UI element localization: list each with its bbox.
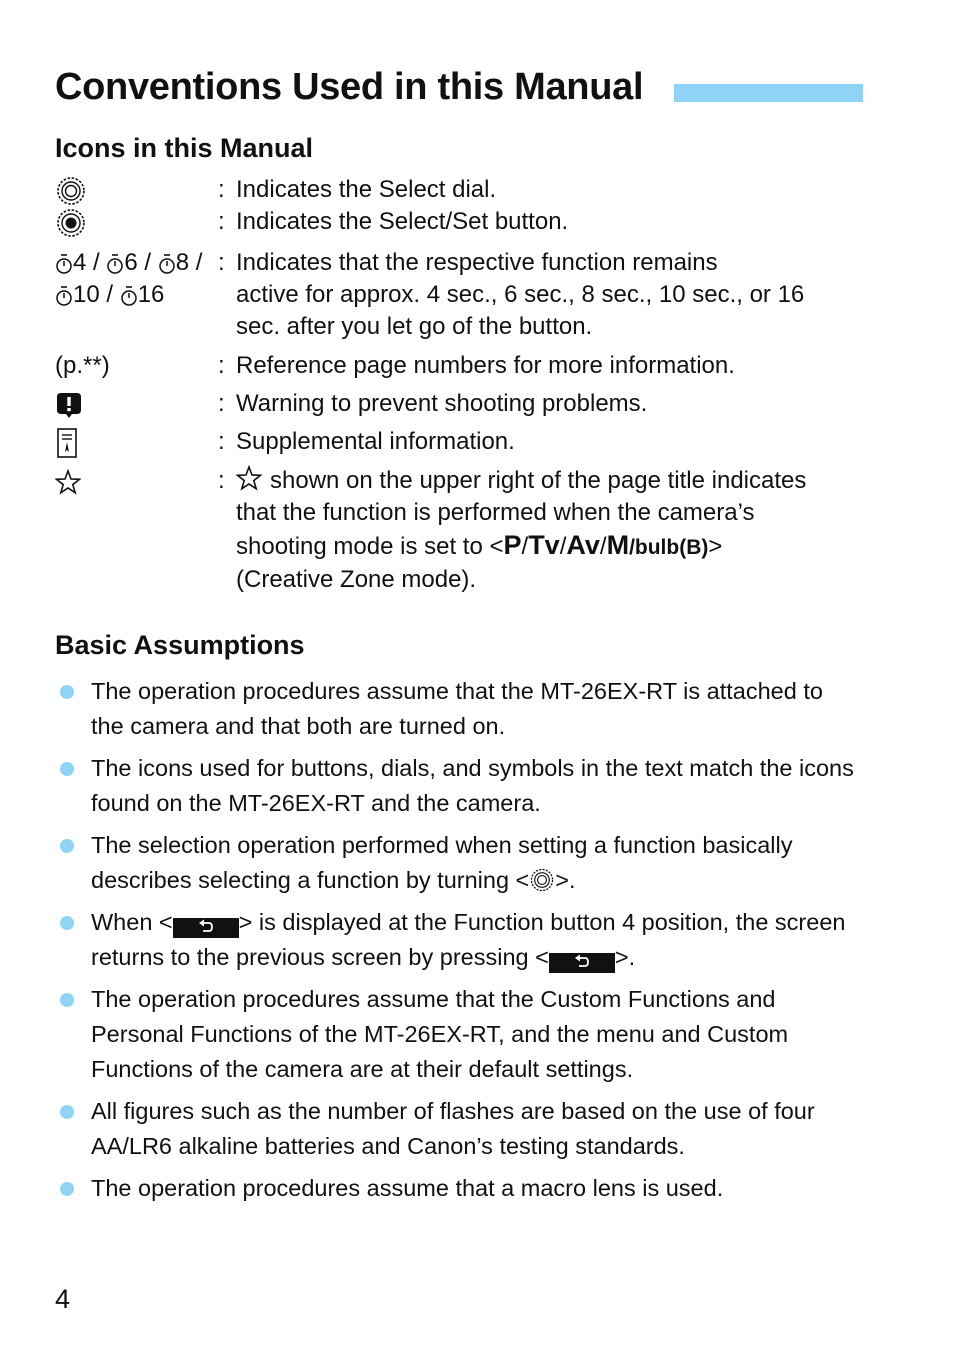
title-accent-bar (674, 84, 863, 102)
select-dial-icon (55, 175, 87, 207)
colon: : (218, 208, 225, 235)
colon: : (218, 249, 225, 276)
desc-line: Indicates that the respective function remains (236, 249, 718, 276)
item-line (91, 863, 875, 898)
item-line: the camera and that both are turned on. (91, 713, 506, 739)
item-line: Functions of the camera are at their default settings. (91, 1056, 634, 1082)
icons-heading: Icons in this Manual (55, 133, 314, 163)
desc-line: (Creative Zone mode). (236, 566, 477, 593)
mode-tv: Tv (528, 530, 560, 560)
list-item (55, 828, 875, 898)
desc-line: Supplemental information. (236, 428, 515, 455)
bullet-dot (60, 839, 74, 853)
page-ref-label: (p.**) (55, 352, 110, 379)
back-arrow-icon (549, 953, 615, 973)
item-line-part: describes selecting a function by turning < (91, 867, 530, 893)
item-line (91, 940, 875, 975)
timer-icon (106, 247, 124, 279)
item-line: The operation procedures assume that a macro lens is used. (91, 1175, 724, 1201)
timer-16-label: 16 (137, 281, 165, 308)
warning-icon (55, 390, 83, 420)
list-item (55, 1171, 875, 1206)
desc-line: sec. after you let go of the button. (236, 313, 593, 340)
desc-line: shooting mode is set to < (236, 533, 504, 560)
item-line: The operation procedures assume that the MT-26EX-RT is attached to (91, 678, 823, 704)
page-title: Conventions Used in this Manual (55, 66, 644, 108)
mode-m: M (606, 530, 630, 560)
mode-p: P (503, 530, 522, 560)
desc-line: Indicates the Select dial. (236, 176, 497, 203)
colon: : (218, 176, 225, 203)
item-line-part: >. (614, 944, 636, 970)
item-line-part: > is displayed at the Function button 4 position, the screen (238, 909, 846, 935)
bullet-dot (60, 685, 74, 699)
item-line-part: >. (555, 867, 576, 893)
item-line: The operation procedures assume that the Custom Functions and (91, 986, 776, 1012)
timer-icon (55, 247, 73, 279)
mode-sep: / (559, 533, 567, 560)
colon: : (218, 467, 225, 494)
timer-4-label: 4 / (73, 249, 100, 276)
list-item (55, 674, 875, 744)
timer-8-label: 8 / (175, 249, 203, 276)
desc-line: shown on the upper right of the page title indicates (270, 467, 807, 494)
colon: : (218, 390, 225, 417)
list-item (55, 982, 875, 1087)
desc-line: Reference page numbers for more information. (236, 352, 735, 379)
list-item (55, 751, 875, 821)
desc-line: Indicates the Select/Set button. (236, 208, 569, 235)
list-item (55, 905, 875, 975)
timer-icon (120, 279, 138, 311)
assumptions-heading: Basic Assumptions (55, 630, 305, 660)
mode-close: > (708, 533, 723, 560)
list-item (55, 1094, 875, 1164)
star-icon (55, 469, 81, 495)
colon: : (218, 352, 225, 379)
select-dial-icon (529, 867, 555, 893)
item-line-part: When < (91, 909, 173, 935)
item-line: The selection operation performed when setting a function basically (91, 832, 793, 858)
page-number: 4 (55, 1284, 71, 1314)
bullet-dot (60, 1105, 74, 1119)
timer-icon (158, 247, 176, 279)
timer-6-label: 6 / (124, 249, 152, 276)
item-line: All figures such as the number of flashes are based on the use of four (91, 1098, 815, 1124)
item-line (91, 905, 875, 940)
desc-line: that the function is performed when the camera’s (236, 499, 755, 526)
mode-sep: / (599, 533, 607, 560)
desc-line: Warning to prevent shooting problems. (236, 390, 648, 417)
select-set-button-icon (55, 207, 87, 239)
back-arrow-icon (173, 918, 239, 938)
desc-line: active for approx. 4 sec., 6 sec., 8 sec., 10 sec., or 16 (236, 281, 805, 308)
star-icon (236, 465, 262, 491)
timer-10-label: 10 / (73, 281, 114, 308)
bullet-dot (60, 916, 74, 930)
assumptions-list (55, 674, 875, 1213)
timer-icons (55, 247, 215, 311)
note-icon (55, 427, 81, 459)
timer-icon (55, 279, 73, 311)
item-line: Personal Functions of the MT-26EX-RT, and the menu and Custom (91, 1021, 789, 1047)
colon: : (218, 428, 225, 455)
mode-bulb: /bulb(B) (629, 536, 709, 559)
mode-sep: / (521, 533, 529, 560)
bullet-dot (60, 762, 74, 776)
item-line: The icons used for buttons, dials, and symbols in the text match the icons (91, 755, 854, 781)
mode-av: Av (566, 530, 600, 560)
mode-line (236, 529, 861, 564)
bullet-dot (60, 993, 74, 1007)
item-line: AA/LR6 alkaline batteries and Canon’s testing standards. (91, 1133, 685, 1159)
item-line-part: returns to the previous screen by pressing < (91, 944, 549, 970)
bullet-dot (60, 1182, 74, 1196)
item-line: found on the MT-26EX-RT and the camera. (91, 790, 541, 816)
